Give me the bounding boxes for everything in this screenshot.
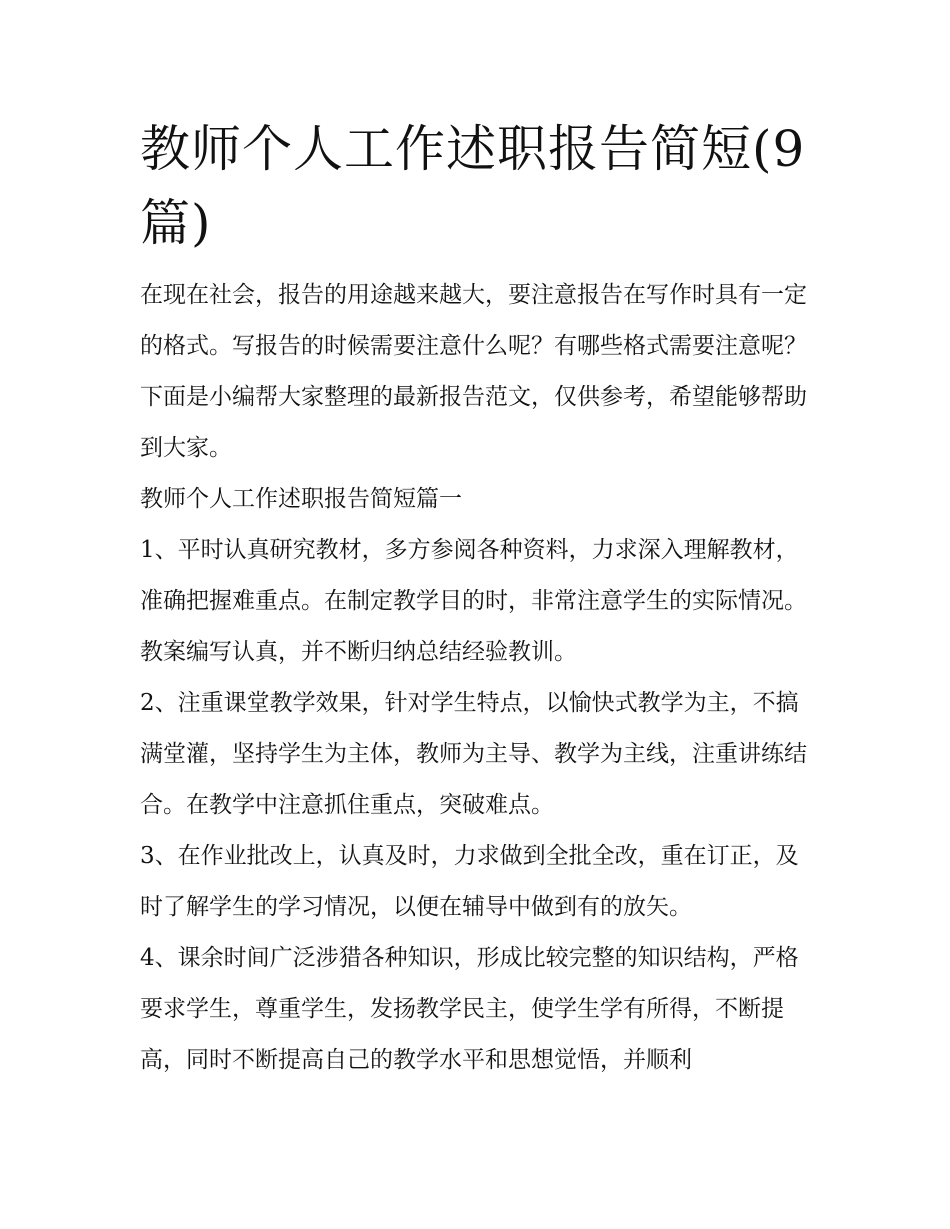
document-title: 教师个人工作述职报告简短(9篇) bbox=[140, 120, 806, 252]
list-item-2: 2、注重课堂教学效果，针对学生特点，以愉快式教学为主，不搞满堂灌，坚持学生为主体，教师为主导、教学为主线，注重讲练结合。在教学中注意抓住重点，突破难点。 bbox=[140, 690, 807, 818]
document-page bbox=[140, 112, 812, 1086]
list-item-3: 3、在作业批改上，认真及时，力求做到全批全改，重在订正，及时了解学生的学习情况，以便在辅导中做到有的放矢。 bbox=[140, 843, 799, 920]
list-item-4: 4、课余时间广泛涉猎各种知识，形成比较完整的知识结构，严格要求学生，尊重学生，发扬教学民主，使学生学有所得，不断提高，同时不断提高自己的教学水平和思想觉悟，并顺利 bbox=[140, 945, 799, 1073]
intro-paragraph: 在现在社会，报告的用途越来越大，要注意报告在写作时具有一定的格式。写报告的时候需要注意什么呢？有哪些格式需要注意呢？下面是小编帮大家整理的最新报告范文，仅供参考，希望能够帮助到大家。 bbox=[140, 282, 807, 461]
list-item-1: 1、平时认真研究教材，多方参阅各种资料，力求深入理解教材，准确把握难重点。在制定教学目的时，非常注意学生的实际情况。教案编写认真，并不断归纳总结经验教训。 bbox=[140, 537, 807, 665]
section-heading: 教师个人工作述职报告简短篇一 bbox=[140, 486, 462, 512]
